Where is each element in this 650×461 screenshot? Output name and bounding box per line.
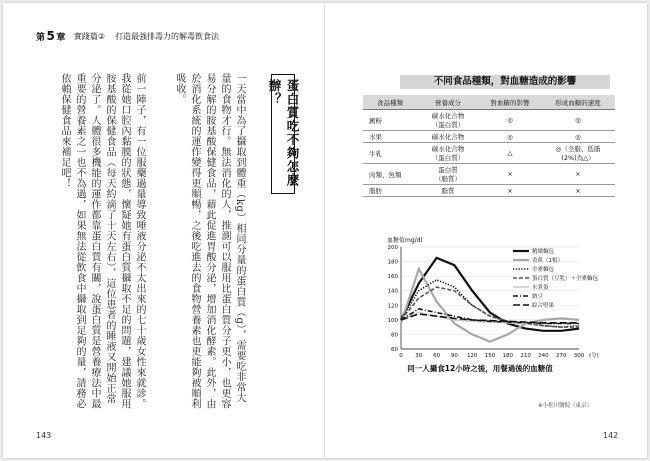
x-tick-label: 30 (415, 353, 423, 359)
table-row (363, 131, 615, 143)
x-tick-label: 150 (484, 353, 496, 359)
y-tick-label: 180 (387, 259, 398, 266)
page-number-left: 143 (36, 431, 52, 440)
section-heading (267, 74, 300, 194)
legend-label-5: 納豆 (532, 294, 544, 300)
y-tick-label: 120 (387, 303, 398, 310)
y-tick-label: 200 (387, 245, 398, 251)
x-tick-label: 210 (520, 353, 531, 359)
cell-speed: ◎ (541, 131, 615, 143)
table-row (363, 185, 615, 197)
chapter-number: 5 (46, 29, 56, 43)
cell-nutrient: 碳水化合物 （蛋白質） (417, 110, 479, 131)
cell-food: 水果 (363, 131, 417, 143)
y-tick-label: 160 (387, 274, 398, 281)
table-row (363, 110, 615, 131)
gutter (324, 3, 325, 458)
legend-label-2: 全麥麵包 (532, 267, 555, 273)
cell-nutrient: 碳水化合物 （蛋白質） (417, 143, 479, 164)
source-note: ※小松川醫院（東京） (538, 403, 593, 409)
cell-nutrient: 脂質 (417, 185, 479, 197)
x-tick-label: 270 (555, 353, 567, 359)
chapter-suffix: 章 (56, 32, 66, 43)
y-tick-label: 140 (387, 288, 398, 295)
chapter-subtitle: 打造最強排毒力的解毒飲食法 (115, 31, 220, 41)
cell-speed: ◎ (541, 110, 615, 131)
running-header (36, 29, 219, 43)
cell-nutrient: 蛋白質 （脂質） (417, 164, 479, 185)
legend-label-1: 香蕉（1根） (532, 258, 563, 264)
comparison-table (363, 95, 615, 197)
legend-label-0: 精緻麵包 (532, 249, 555, 255)
cell-effect: × (479, 164, 541, 185)
chart-title: 同一人攝食12小時之後，用餐過後的血糖值 (407, 364, 553, 373)
blood-sugar-chart (363, 233, 603, 393)
cell-effect: ◎ (479, 131, 541, 143)
th-nutrient: 營養成分 (417, 95, 479, 110)
legend-label-6: 綜合堅果 (532, 303, 555, 309)
x-axis-label: (分) (589, 353, 599, 359)
section-label: 實踐篇② (73, 31, 106, 41)
cell-effect: × (479, 185, 541, 197)
cell-speed: ◎（全脂、低脂 (2%)為△） (541, 143, 615, 164)
table-row (363, 143, 615, 164)
table-row (363, 164, 615, 185)
th-effect: 對血糖的影響 (479, 95, 541, 110)
y-tick-label: 80 (391, 332, 398, 339)
cell-effect: ◎ (479, 110, 541, 131)
legend-label-4: 水煮蛋 (532, 285, 549, 291)
x-tick-label: 240 (538, 353, 549, 359)
x-tick-label: 180 (502, 353, 514, 359)
x-tick-label: 0 (399, 353, 403, 359)
table-header-row (363, 95, 615, 110)
cell-food: 脂肪 (363, 185, 417, 197)
th-speed: 形成血糖的速度 (541, 95, 615, 110)
x-tick-label: 90 (450, 353, 458, 359)
cell-food: 澱粉 (363, 110, 417, 131)
y-tick-label: 100 (387, 317, 398, 324)
paragraph-2: 前一陣子，有一位服藥過量導致唾液分泌不太出來的七十歲女性來就診。我從她口腔內黏膜的狀態，懷疑她有蛋白質攝取不足的問題，建議她服用胺基酸的保健食品（每天約滴了十天左右），這位患者的睡液又開始正常分泌了。人體很多機能的運作都靠蛋白質有關，說蛋白質是營養療法中最重要的營養素之一也不為過，如果無法從飲食中攝取到足夠的量，請務必依賴保健食品來補足吧！ (59, 73, 145, 409)
chapter-prefix: 第 (36, 32, 46, 43)
cell-food: 牛乳 (363, 143, 417, 164)
x-tick-label: 60 (433, 353, 441, 359)
cell-speed: × (541, 164, 615, 185)
section-heading-text: 蛋白質吃不夠怎麼辦？ (267, 79, 300, 187)
y-axis-label: 血糖值mg/dl (387, 237, 423, 244)
legend-label-3: 蛋白質（豆乳）＋全麥麵包 (532, 276, 599, 282)
th-food: 食品種類 (363, 95, 417, 110)
x-tick-label: 300 (573, 353, 585, 359)
page-number-right: 142 (603, 431, 619, 440)
cell-speed: × (541, 185, 615, 197)
paragraph-1: 一天當中為了攝取到體重（kg）相同分量的蛋白質（g），需要吃非常大量的食物才行。無法消化的人，推測可以服用比蛋白質分子更小，也更容易分解的胺基酸保健食品，藉此促進胃酸分泌，增加消化酵素。此外，由於消化系統的運作變得更順暢，之後吃進去的食物營養素也更能夠被順利吸收。 (174, 73, 245, 409)
y-tick-label: 60 (391, 347, 398, 353)
cell-nutrient: 碳水化合物 (417, 131, 479, 143)
cell-food: 肉類、魚類 (363, 164, 417, 185)
book-spread (3, 3, 647, 458)
x-tick-label: 120 (466, 353, 478, 359)
cell-effect: △ (479, 143, 541, 164)
table-title: 不同食品種類，對血糖造成的影響 (400, 75, 610, 89)
